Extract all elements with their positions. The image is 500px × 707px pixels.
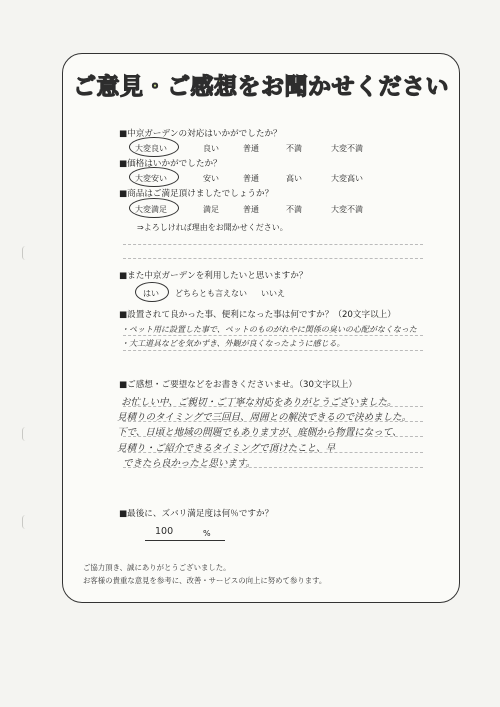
q1-option-5[interactable]: 大変不満 [331,144,363,153]
q1-option-4[interactable]: 不満 [286,144,302,153]
q5-answer-line-1: ・ペット用に設置した事で、ペットのものがれやに関係の臭いの心配がなくなった [121,325,417,334]
q7-percent-unit: % [203,529,211,538]
q7-question: ■最後に、ズバリ満足度は何％ですか？ [119,509,274,519]
q6-answer-line-3: 下で、日頃と地域の問題でもありますが、庭側から物置になって、 [117,427,402,438]
q3-reason-line-2[interactable] [123,258,423,259]
q1-option-1[interactable]: 大変良い [135,144,167,153]
q5-line-1 [123,335,423,336]
q2-option-2[interactable]: 安い [203,174,219,183]
q6-line-3 [123,436,423,437]
q1-option-3[interactable]: 普通 [243,144,259,153]
q5-question: ■設置されて良かった事、便利になった事は何ですか？（20文字以上） [119,310,396,320]
binder-hole-top [22,246,29,260]
footer-message: お客様の貴重な意見を参考に、改善・サービスの向上に努めて参ります。 [83,576,327,585]
q5-answer-line-2: ・大工道具などを気かずき、外観が良くなったように感じる。 [121,339,345,348]
q2-option-5[interactable]: 大変高い [331,174,363,183]
q3-option-1[interactable]: 大変満足 [135,205,167,214]
q3-option-2[interactable]: 満足 [203,205,219,214]
q4-option-1[interactable]: はい [143,289,159,298]
q6-answer-line-1: お忙しい中、ご親切・ご丁寧な対応をありがとうございました。 [121,397,397,408]
q7-satisfaction-value[interactable]: 100 [155,526,174,537]
q1-option-2[interactable]: 良い [203,144,219,153]
q3-option-5[interactable]: 大変不満 [331,205,363,214]
q1-selection-mark [129,137,179,157]
q4-selection-mark [135,282,169,302]
q6-answer-line-2: 見積りのタイミングで三回目、周囲との解決できるので決めました。 [117,412,412,423]
q4-option-3[interactable]: いいえ [261,289,285,298]
q6-answer-line-4: 見積り・ご紹介できるタイミングで頂けたこと、早 [117,443,336,454]
q2-question: ■価格はいかがでしたか？ [119,159,222,169]
q6-line-1 [123,406,423,407]
q2-option-3[interactable]: 普通 [243,174,259,183]
survey-title: ご意見・ご感想をお聞かせください [73,74,449,100]
q3-option-3[interactable]: 普通 [243,205,259,214]
q2-option-1[interactable]: 大変安い [135,174,167,183]
q3-option-4[interactable]: 不満 [286,205,302,214]
q6-line-5 [123,467,423,468]
q3-reason-prompt: ⇒よろしければ理由をお聞かせください。 [137,223,288,232]
q1-question: ■中京ガーデンの対応はいかがでしたか？ [119,129,282,139]
q3-selection-mark [129,198,179,218]
q3-reason-line-1[interactable] [123,244,423,245]
survey-card [62,53,460,603]
q6-answer-line-5: できたら良かったと思います。 [123,458,256,469]
binder-hole-middle [22,427,29,441]
q6-line-4 [123,452,423,453]
q3-question: ■商品はご満足頂けましたでしょうか？ [119,189,274,199]
q4-question: ■また中京ガーデンを利用したいと思いますか？ [119,271,308,281]
q4-option-2[interactable]: どちらとも言えない [175,289,247,298]
binder-hole-bottom [22,515,29,529]
footer-thanks: ご協力頂き、誠にありがとうございました。 [83,563,231,572]
q2-selection-mark [129,167,179,187]
q6-question: ■ご感想・ご要望などをお書きくださいませ。（30文字以上） [119,380,357,390]
q7-answer-underline [145,540,225,541]
q6-line-2 [123,421,423,422]
q2-option-4[interactable]: 高い [286,174,302,183]
q5-line-2 [123,350,423,351]
